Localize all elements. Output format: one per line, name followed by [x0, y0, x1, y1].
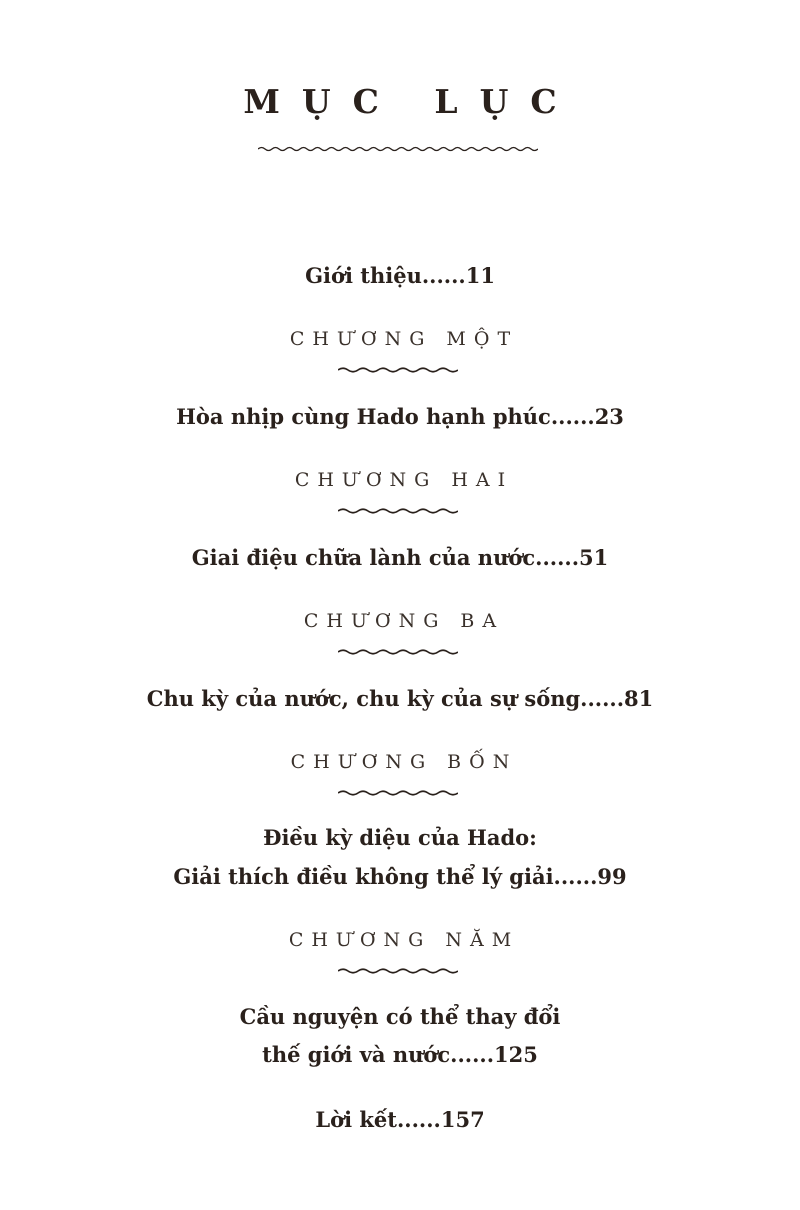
- chapter-2-wavy-rule: [338, 505, 458, 517]
- chapter-heading-1: CHƯƠNG MỘT: [289, 328, 519, 350]
- chapter-5-wavy-rule: [338, 965, 458, 977]
- chapter-3-wavy-rule: [338, 646, 458, 658]
- toc-entry-epilogue: Lời kết......157: [315, 1107, 485, 1132]
- title-wavy-rule: [258, 142, 538, 156]
- toc-entry-chapter-4-line-2: Giải thích điều không thể lý giải......99: [173, 864, 627, 889]
- toc-entry-chapter-4-line-1: Điều kỳ diệu của Hado:: [263, 825, 537, 850]
- chapter-heading-3: CHƯƠNG BA: [303, 610, 505, 632]
- chapter-1-wavy-rule: [338, 364, 458, 376]
- toc-entry-chapter-5-line-1: Cầu nguyện có thể thay đổi: [239, 1004, 561, 1029]
- chapter-heading-5: CHƯƠNG NĂM: [288, 929, 520, 951]
- toc-entry-chapter-1: Hòa nhịp cùng Hado hạnh phúc......23: [176, 404, 624, 429]
- toc-entry-chapter-5-line-2: thế giới và nước......125: [262, 1042, 538, 1067]
- toc-entry-chapter-2: Giai điệu chữa lành của nước......51: [191, 545, 609, 570]
- chapter-heading-4: CHƯƠNG BỐN: [290, 751, 518, 773]
- page-title: MỤC LỤC: [243, 82, 579, 121]
- toc-entry-chapter-3: Chu kỳ của nước, chu kỳ của sự sống......81: [146, 686, 654, 711]
- toc-entry-intro: Giới thiệu......11: [305, 263, 495, 288]
- chapter-4-wavy-rule: [338, 787, 458, 799]
- chapter-heading-2: CHƯƠNG HAI: [294, 469, 514, 491]
